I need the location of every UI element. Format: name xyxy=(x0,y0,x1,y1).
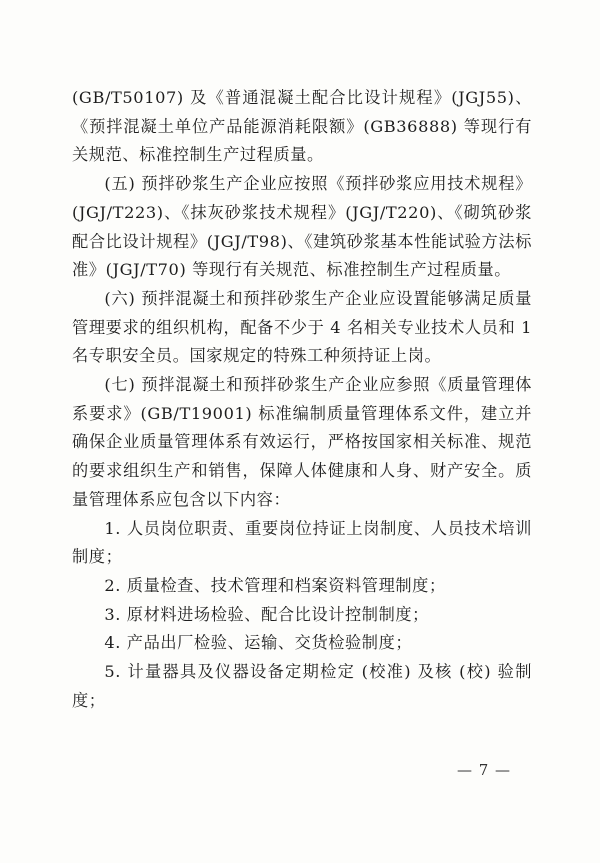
body-text xyxy=(72,84,532,715)
list-item-5: 5. 计量器具及仪器设备定期检定 (校准) 及核 (校) 验制度； xyxy=(72,662,532,710)
paragraph-section-7: (七) 预拌混凝土和预拌砂浆生产企业应参照《质量管理体系要求》(GB/T19001) 标准编制质量管理体系文件，建立并确保企业质量管理体系有效运行，严格按国家相关标准、规范的要求组织生产和销售，保障人体健康和人身、财产安全。质量管理体系应包含以下内容： xyxy=(72,375,532,509)
list-item-1: 1. 人员岗位职责、重要岗位持证上岗制度、人员技术培训制度； xyxy=(72,518,532,567)
list-item-3: 3. 原材料进场检验、配合比设计控制制度； xyxy=(104,604,429,624)
paragraph-section-6: (六) 预拌混凝土和预拌砂浆生产企业应设置能够满足质量管理要求的组织机构，配备不少于 4 名相关专业技术人员和 1 名专职安全员。国家规定的特殊工种须持证上岗。 xyxy=(72,288,532,366)
paragraph-section-5: (五) 预拌砂浆生产企业应按照《预拌砂浆应用技术规程》(JGJ/T223)、《抹灰砂浆技术规程》(JGJ/T220)、《砌筑砂浆配合比设计规程》(JGJ/T98)、《建筑砂浆基本性能试验方法标准》(JGJ/T70) 等现行有关规范、标准控制生产过程质量。 xyxy=(72,174,532,280)
list-item-2: 2. 质量检查、技术管理和档案资料管理制度； xyxy=(104,575,446,595)
page-number: — 7 — xyxy=(456,761,512,779)
list-item-4: 4. 产品出厂检验、运输、交货检验制度； xyxy=(104,633,413,653)
paragraph-continuation: (GB/T50107) 及《普通混凝土配合比设计规程》(JGJ55)、《预拌混凝土单位产品能源消耗限额》(GB36888) 等现行有关规范、标准控制生产过程质量。 xyxy=(72,88,532,165)
